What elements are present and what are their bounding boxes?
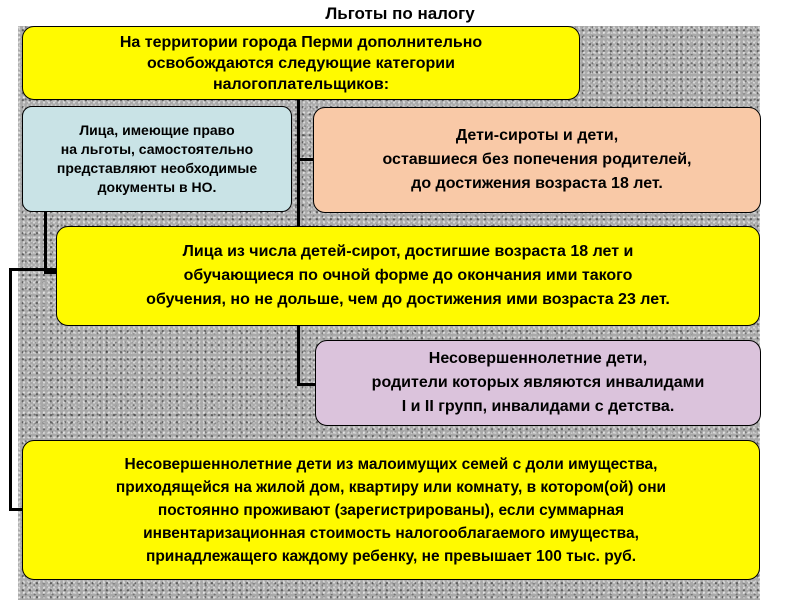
connector-to-orphans [297,158,313,161]
connector-left-outer [9,268,12,510]
low-income-box [22,440,760,580]
connector-outer-top [9,268,56,271]
connector-to-disabled [297,383,315,386]
disabled-parents-box-text: Несовершеннолетние дети, родители которых являются инвалидами I и II групп, инвалидами с детства. [371,350,705,415]
low-income-box-text: Несовершеннолетние дети из малоимущих семей с доли имущества, приходящейся на жилой дом, квартиру или комнату, в котором(ой) они постоянно проживают (зарегистрированы), если суммарная инвентаризационная стоимость налогооблагаемого имущества, принадлежащего каждому ребенку, не превышает 100 тыс. руб. [115,455,667,565]
students-box-text: Лица из числа детей-сирот, достигшие возраста 18 лет и обучающиеся по очной форме до окончания ими такого обучения, но не дольше, чем до достижения ими возраста 23 лет. [146,243,670,308]
documents-box [22,106,292,212]
disabled-parents-box [315,340,761,426]
documents-box-text: Лица, имеющие право на льготы, самостоятельно представляют необходимые документы в НО. [56,122,258,195]
slide-title: Льготы по налогу [325,4,475,23]
connector-left-inner [44,212,47,274]
header-box [22,26,580,100]
header-box-text: На территории города Перми дополнительно освобождаются следующие категории налогоплательщиков: [119,33,483,93]
connector-to-low-income [9,508,22,511]
orphans-box-text: Дети-сироты и дети, оставшиеся без попечения родителей, до достижения возраста 18 лет. [382,127,692,192]
orphans-box [313,107,761,213]
connector-to-students [44,271,56,274]
students-box [56,226,760,326]
